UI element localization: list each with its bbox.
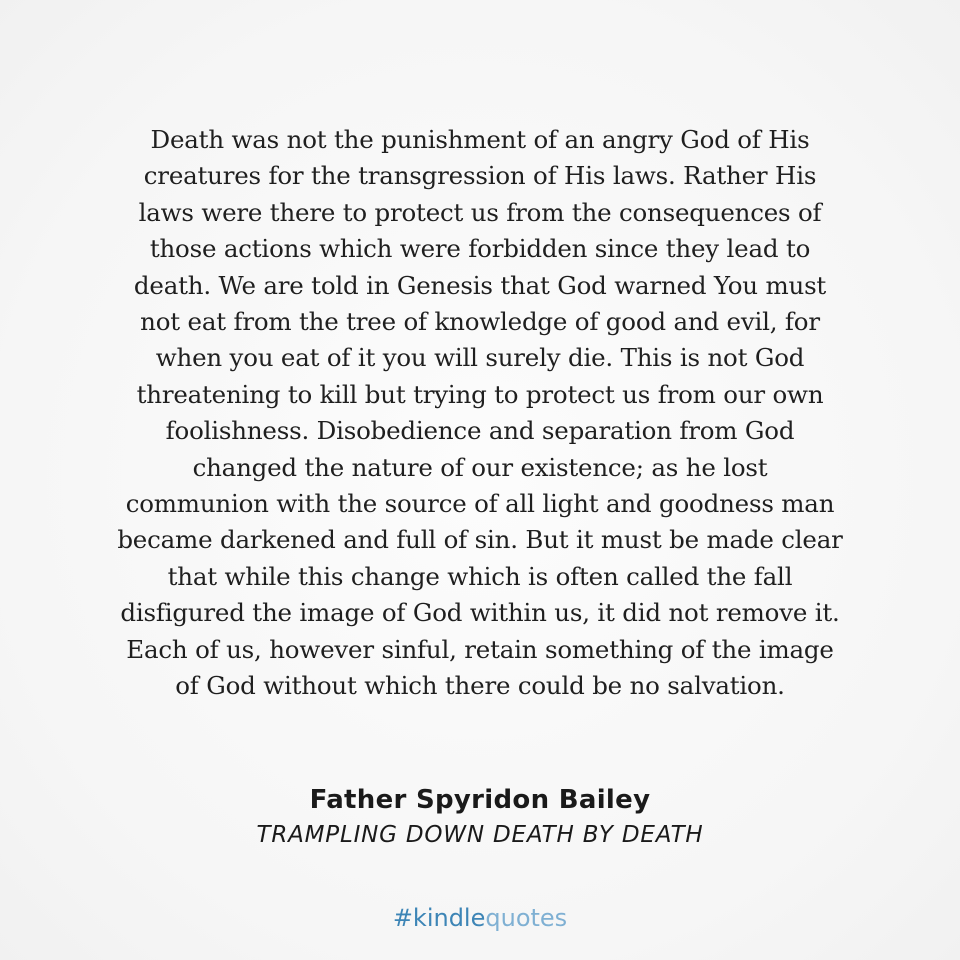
kindle-quotes-hashtag[interactable]: [0, 898, 960, 938]
quote-line: when you eat of it you will surely die. This is not God: [155, 343, 805, 373]
quote-line: not eat from the tree of knowledge of good and evil, for: [140, 307, 820, 337]
quote-line: disfigured the image of God within us, it did not remove it.: [120, 598, 840, 628]
quote-line: of God without which there could be no salvation.: [175, 671, 785, 701]
quote-line: became darkened and full of sin. But it must be made clear: [117, 525, 843, 555]
hashtag-kindle: #kindle: [392, 904, 486, 932]
quote-line: laws were there to protect us from the consequences of: [138, 197, 822, 227]
quote-line: changed the nature of our existence; as he lost: [192, 452, 768, 482]
quote-line: foolishness. Disobedience and separation from God: [165, 416, 795, 446]
quote-text: [60, 122, 900, 705]
book-title: TRAMPLING DOWN DEATH BY DEATH: [256, 822, 704, 848]
quote-line: Each of us, however sinful, retain something of the image: [126, 634, 834, 664]
author-name: Father Spyridon Bailey: [309, 785, 651, 815]
hashtag-quotes: quotes: [485, 904, 568, 932]
quote-line: Death was not the punishment of an angry God of His: [150, 125, 810, 154]
quote-line: creatures for the transgression of His laws. Rather His: [143, 161, 817, 191]
quote-line: threatening to kill but trying to protect us from our own: [136, 379, 824, 409]
quote-line: death. We are told in Genesis that God warned You must: [133, 270, 827, 300]
quote-line: that while this change which is often called the fall: [167, 561, 793, 591]
quote-line: those actions which were forbidden since they lead to: [149, 234, 811, 264]
quote-line: communion with the source of all light and goodness man: [125, 489, 835, 519]
